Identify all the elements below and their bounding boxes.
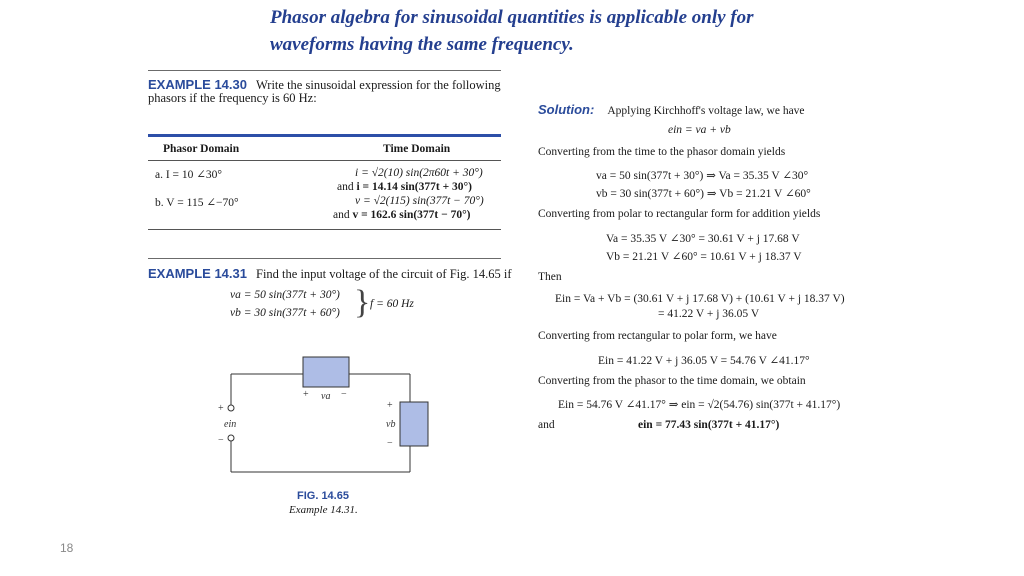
example-label: EXAMPLE 14.31 [148,266,247,281]
plus-in: + [218,403,224,414]
and-prefix: and [333,209,353,221]
final-answer: ein = 77.43 sin(377t + 41.17°) [638,419,780,431]
va-expression: va = 50 sin(377t + 30°) [230,289,340,301]
example-text: Write the sinusoidal expression for the following [256,78,501,92]
and-prefix: and [337,181,357,193]
ein-label: ein [224,419,237,430]
conversion-b: vb = 30 sin(377t + 60°) ⇒ Vb = 21.21 V ∠60° [596,188,811,200]
terminal-plus [228,405,234,411]
step-text: Converting from polar to rectangular form for addition yields [538,208,821,220]
row-b-phasor: b. V = 115 ∠−70° [155,197,239,209]
polar-equation: Ein = 41.22 V + j 36.05 V = 54.76 V ∠41.17° [598,355,810,367]
brace: } [354,284,371,321]
plus-a: + [303,389,309,400]
table-header-rule [148,160,501,161]
minus-in: − [218,435,224,446]
col-header-phasor: Phasor Domain [163,143,240,155]
row-a-result: i = 14.14 sin(377t + 30°) [356,181,472,193]
terminal-minus [228,435,234,441]
row-b-time-2 [333,209,471,221]
minus-a: − [341,389,347,400]
figure-label: FIG. 14.65 [297,490,349,502]
circuit-diagram [210,350,450,480]
example-1431-heading [148,265,512,283]
row-b-time-1: v = √2(115) sin(377t − 70°) [355,195,484,207]
and-text: and [538,419,555,431]
vb-expression: vb = 30 sin(377t + 60°) [230,307,340,319]
plus-b: + [387,400,393,411]
example-label: EXAMPLE 14.30 [148,77,247,92]
solution-label: Solution: [538,102,595,117]
example-text-line2: phasors if the frequency is 60 Hz: [148,91,317,105]
table-bottom-rule [148,229,501,230]
solution-intro: Applying Kirchhoff's voltage law, we have [607,105,805,117]
row-a-phasor: a. I = 10 ∠30° [155,169,223,181]
impedance-a [303,357,349,387]
rectangular-b: Vb = 21.21 V ∠60° = 10.61 V + j 18.37 V [606,251,802,263]
solution-heading [538,101,805,119]
example-text: Find the input voltage of the circuit of Fig. 14.65 if [256,267,512,281]
rectangular-a: Va = 35.35 V ∠30° = 30.61 V + j 17.68 V [606,233,800,245]
table-top-rule [148,134,501,137]
minus-b: − [387,438,393,449]
impedance-b [400,402,428,446]
col-header-time: Time Domain [383,143,451,155]
time-equation: Ein = 54.76 V ∠41.17° ⇒ ein = √2(54.76) sin(377t + 41.17°) [558,399,841,411]
va-label: va [321,391,331,402]
then-text: Then [538,271,562,283]
sum-equation-1: Ein = Va + Vb = (30.61 V + j 17.68 V) + (10.61 V + j 18.37 V) [555,293,845,305]
figure-caption: Example 14.31. [289,504,358,516]
step-text: Converting from the phasor to the time domain, we obtain [538,375,806,387]
slide-title: Phasor algebra for sinusoidal quantities is applicable only for waveforms having the same frequency. [270,7,754,55]
frequency: f = 60 Hz [370,298,414,310]
sum-equation-2: = 41.22 V + j 36.05 V [658,308,760,320]
vb-label: vb [386,419,396,430]
row-b-result: v = 162.6 sin(377t − 70°) [352,209,471,221]
row-a-time-2 [337,181,472,193]
row-a-time-1: i = √2(10) sin(2π60t + 30°) [355,167,483,179]
kvl-equation: ein = va + vb [668,124,731,136]
page-number: 18 [60,541,74,555]
divider [148,258,501,259]
conversion-a: va = 50 sin(377t + 30°) ⇒ Va = 35.35 V ∠30° [596,170,809,182]
step-text: Converting from the time to the phasor domain yields [538,146,786,158]
divider [148,70,501,71]
step-text: Converting from rectangular to polar form, we have [538,330,777,342]
